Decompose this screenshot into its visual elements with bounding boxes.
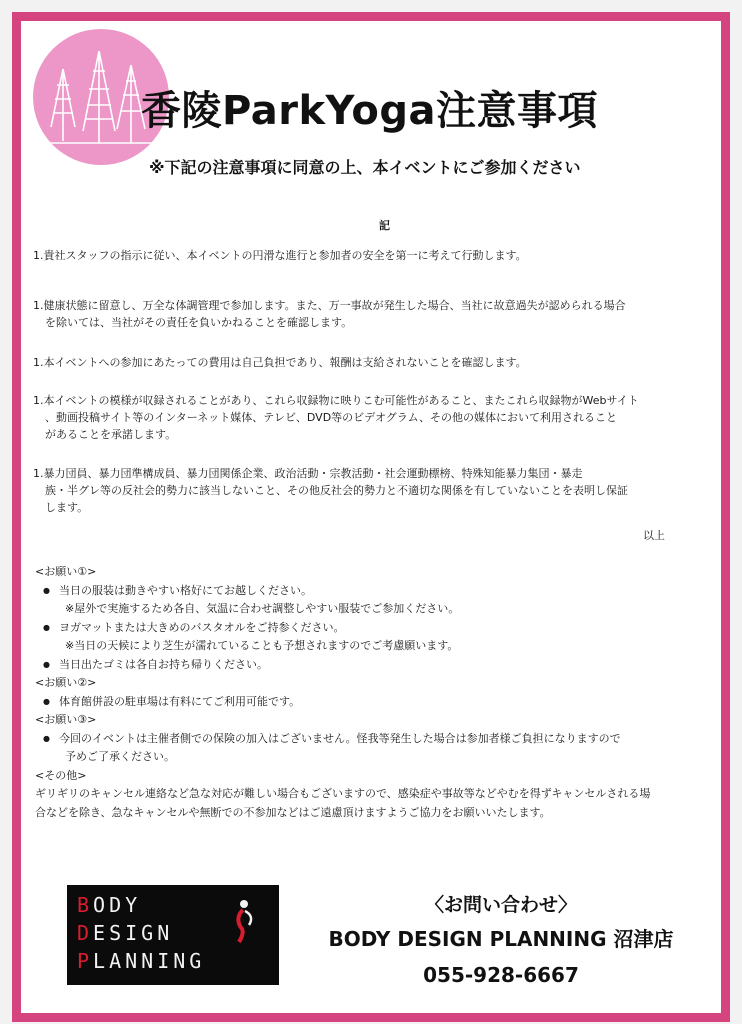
request-bullet: ● ヨガマットまたは大きめのバスタオルをご持参ください。 [35, 619, 715, 638]
terms-clause [33, 392, 693, 443]
company-logo [67, 885, 279, 985]
contact-company: BODY DESIGN PLANNING 沼津店 [328, 927, 674, 951]
terms-clause [33, 247, 693, 264]
clause-line: 1.貴社スタッフの指示に従い、本イベントの円滑な進行と参加者の安全を第一に考えて行動します。 [33, 249, 527, 262]
contact-phone: 055-928-6667 [423, 963, 579, 987]
terms-clause [33, 297, 693, 331]
request-heading: <お願い②> [35, 676, 97, 689]
request-bullet: ● 当日の服装は動きやすい格好にてお越しください。 [35, 582, 715, 601]
request-note: ※当日の天候により芝生が濡れていることも予想されますのでご考慮願います。 [65, 639, 459, 652]
terms-clause [33, 465, 693, 516]
logo-word: DESIGN [77, 921, 174, 945]
page-subtitle: ※下記の注意事項に同意の上、本イベントにご参加ください [149, 158, 581, 177]
request-bullet: ● 当日出たゴミは各自お持ち帰りください。 [35, 656, 715, 675]
logo-word: PLANNING [77, 949, 206, 973]
logo-word: BODY [77, 893, 142, 917]
closing-mark: 以上 [643, 529, 665, 542]
clause-line: 1.本イベントの模様が収録されることがあり、これら収録物に映りこむ可能性があること、またこれら収録物がWebサイト [33, 394, 639, 407]
other-note-line: 合などを除き、急なキャンセルや無断での不参加などはご遠慮頂けますようご協力をお願いいたします。 [35, 805, 551, 819]
request-bullet: ● 今回のイベントは主催者側での保険の加入はございません。怪我等発生した場合は参加者様ご負担になりますので [35, 730, 715, 749]
terms-clause [33, 354, 693, 371]
requests-section [35, 563, 715, 822]
request-note: 予めご了承ください。 [65, 750, 175, 763]
clause-line: 1.暴力団員、暴力団準構成員、暴力団関係企業、政治活動・宗教活動・社会運動標榜、特殊知能暴力集団・暴走 [33, 467, 583, 480]
clause-line: 1.健康状態に留意し、万全な体調管理で参加します。また、万一事故が発生した場合、当社に故意過失が認められる場合 [33, 299, 626, 312]
request-bullet: ● 体育館併設の駐車場は有料にてご利用可能です。 [35, 693, 715, 712]
clause-line: 1.本イベントへの参加にあたっての費用は自己負担であり、報酬は支給されないことを確認します。 [33, 356, 527, 369]
other-note-line: ギリギリのキャンセル連絡など急な対応が難しい場合もございますので、感染症や事故等などやむを得ずキャンセルされる場 [35, 787, 651, 800]
clause-line: を除いては、当社がその責任を負いかねることを確認します。 [45, 316, 353, 329]
clause-line: 族・半グレ等の反社会的勢力に該当しないこと、その他反社会的勢力と不適切な関係を有していないことを表明し保証 [45, 484, 628, 497]
request-heading: <その他> [35, 768, 87, 782]
ki-mark: 記 [379, 219, 390, 232]
clause-line: します。 [45, 501, 89, 514]
clause-line: 、動画投稿サイト等のインターネット媒体、テレビ、DVD等のビデオグラム、その他の媒体において利用されること [45, 411, 617, 424]
flyer-frame [12, 12, 730, 1022]
request-heading: <お願い①> [35, 565, 97, 578]
clause-line: があることを承諾します。 [45, 428, 177, 441]
contact-heading: 〈お問い合わせ〉 [424, 894, 577, 916]
request-note: ※屋外で実施するため各自、気温に合わせ調整しやすい服装でご参加ください。 [65, 602, 460, 615]
request-heading: <お願い③> [35, 713, 97, 726]
page-title: 香陵ParkYoga注意事項 [141, 88, 598, 134]
person-figure-icon [229, 899, 259, 943]
contact-block [301, 891, 701, 991]
